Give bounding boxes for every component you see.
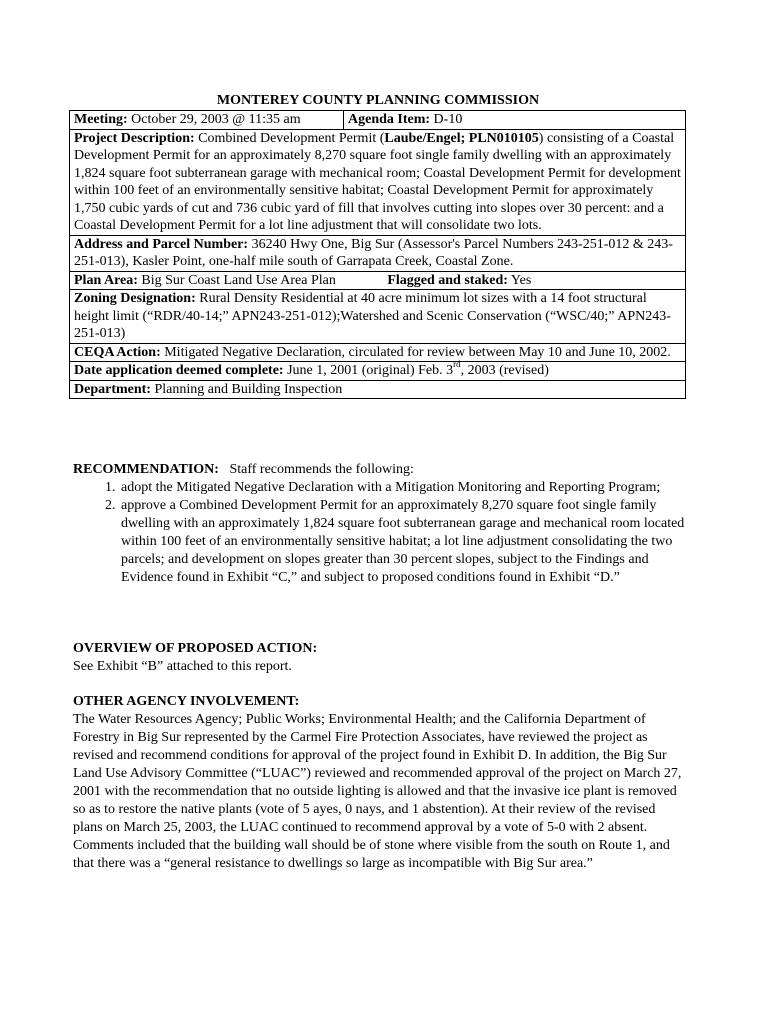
- project-text-post: ) consisting of a Coastal Development Permit for an approximately 8,270 square foot single family dwelling with an approximately 1,824 square foot subterranean garage with mechanical room; Coastal Development Permit for development within 100 feet of an environmentally sensitive habitat; Coastal Development Permit for approximately 1,750 cubic yards of cut and 736 cubic yard of fill that involves cutting into slopes over 30 percent: and a Coastal Development Permit for a lot line adjustment that will consolidate two lots.: [74, 130, 681, 233]
- document-title: MONTEREY COUNTY PLANNING COMMISSION: [216, 93, 540, 108]
- plan-value: Big Sur Coast Land Use Area Plan: [141, 272, 336, 288]
- date-value-sup: rd: [453, 359, 461, 370]
- date-value-post: , 2003 (revised): [460, 363, 549, 378]
- department-row: [70, 380, 686, 399]
- project-text-pre: Combined Development Permit (: [198, 130, 385, 146]
- recommendation-heading: RECOMMENDATION:: [73, 462, 219, 477]
- summary-table: [69, 110, 686, 399]
- flagged-label: Flagged and staked:: [387, 272, 508, 288]
- department-cell: [70, 380, 686, 399]
- date-row: [70, 362, 686, 381]
- recommendation-list: [73, 479, 685, 587]
- department-label: Department:: [74, 381, 151, 397]
- zoning-cell: [70, 290, 686, 344]
- address-value: 36240 Hwy One, Big Sur (Assessor's Parcel Numbers 243-251-012 & 243-251-013), Kasler Point, one-half mile south of Garrapata Creek, Coastal Zone.: [74, 236, 673, 269]
- agenda-cell: [344, 111, 686, 130]
- flagged-value: Yes: [510, 272, 532, 288]
- meeting-row: [70, 111, 686, 130]
- agency-text: The Water Resources Agency; Public Works; Environmental Health; and the California Department of Forestry in Big Sur represented by the Carmel Fire Protection Associates, have reviewed the project as revised and recommend conditions for approval of the project found in Exhibit D. In addition, the Big Sur Land Use Advisory Committee (“LUAC”) reviewed and recommended approval of the project on March 27, 2001 with the recommendation that no outside lighting is allowed and that the invasive ice plant is removed so as to restore the native plants (vote of 5 ayes, 0 nays, and 1 abstention). At their review of the revised plans on March 25, 2003, the LUAC continued to recommend approval by a vote of 5-0 with 2 absent. Comments included that the building wall should be of stone where visible from the south on Route 1, and that there was a “general resistance to dwellings so large as incompatible with Big Sur area.”: [73, 712, 682, 871]
- address-row: [70, 235, 686, 271]
- zoning-label: Zoning Designation:: [74, 291, 196, 306]
- date-cell: [70, 359, 686, 381]
- recommendation-intro: Staff recommends the following:: [229, 462, 414, 477]
- ceqa-row: [70, 343, 686, 362]
- meeting-value: October 29, 2003 @ 11:35 am: [131, 112, 301, 127]
- agenda-label: Agenda Item:: [348, 112, 431, 127]
- zoning-value: Rural Density Residential at 40 acre minimum lot sizes with a 14 foot structural height limit (“RDR/40-14;” APN243-251-012);Watershed and Scenic Conservation (“WSC/40;” APN243-251-013): [74, 291, 671, 341]
- date-value-pre: June 1, 2001 (original) Feb. 3: [287, 363, 454, 378]
- meeting-label: Meeting:: [74, 112, 128, 127]
- recommendation-item: 1. adopt the Mitigated Negative Declaration with a Mitigation Monitoring and Reporting Program;: [119, 479, 685, 497]
- ceqa-cell: [70, 343, 686, 362]
- project-label: Project Description:: [74, 130, 195, 146]
- address-cell: [70, 235, 686, 271]
- plan-label: Plan Area:: [74, 272, 138, 288]
- recommendation-section: [73, 461, 685, 587]
- agenda-value: D-10: [433, 112, 463, 127]
- department-value: Planning and Building Inspection: [154, 381, 343, 397]
- ceqa-label: CEQA Action:: [74, 344, 161, 360]
- meeting-cell: [70, 111, 344, 130]
- zoning-row: [70, 290, 686, 344]
- agency-heading: OTHER AGENCY INVOLVEMENT:: [73, 694, 300, 709]
- recommendation-item: 2. approve a Combined Development Permit for an approximately 8,270 square foot single family dwelling with an approximately 1,824 square foot subterranean garage and mechanical room located within 100 feet of an environmentally sensitive habitat; a lot line adjustment consolidating the two parcels; and development on slopes greater than 30 percent slopes, subject to the Findings and Evidence found in Exhibit “C,” and subject to proposed conditions found in Exhibit “D.”: [119, 497, 685, 587]
- project-row: [70, 129, 686, 235]
- overview-section: [73, 640, 685, 676]
- project-file-number: Laube/Engel; PLN010105: [384, 130, 539, 146]
- overview-heading: OVERVIEW OF PROPOSED ACTION:: [73, 641, 318, 656]
- plan-cell: [70, 271, 686, 290]
- date-label: Date application deemed complete:: [74, 363, 284, 378]
- plan-row: [70, 271, 686, 290]
- address-label: Address and Parcel Number:: [74, 236, 249, 252]
- project-cell: [70, 129, 686, 235]
- overview-text: See Exhibit “B” attached to this report.: [73, 659, 292, 674]
- agency-section: [73, 693, 685, 873]
- ceqa-value: Mitigated Negative Declaration, circulated for review between May 10 and June 10, 2002.: [164, 344, 671, 360]
